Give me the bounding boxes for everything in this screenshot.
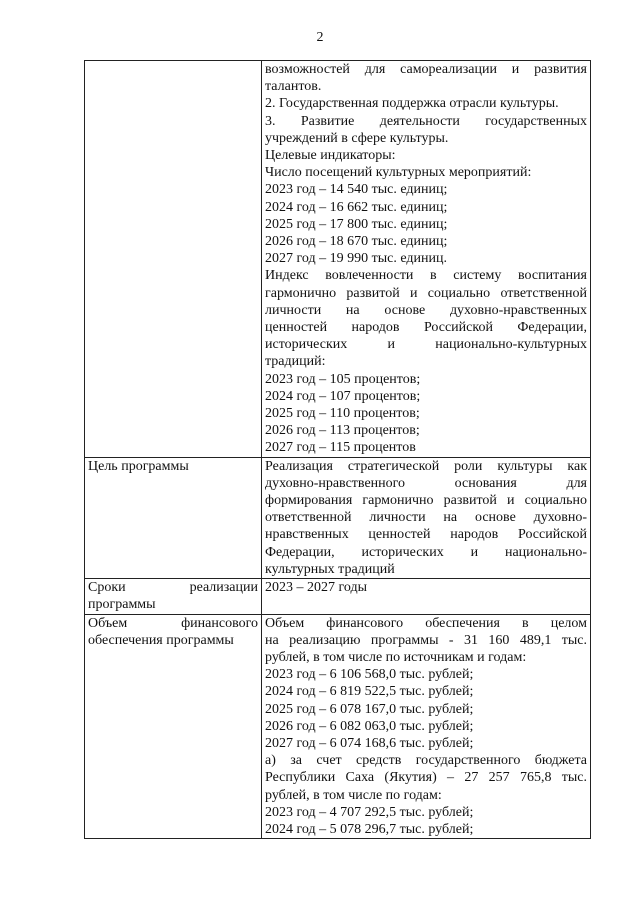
content-line: талантов. <box>265 79 322 95</box>
content-line: на реализацию программы - 31 160 489,1 тыс. <box>265 632 587 648</box>
content-line: 2025 год – 110 процентов; <box>265 406 420 422</box>
content-line: 2027 год – 115 процентов <box>265 440 416 456</box>
program-passport-table <box>84 60 591 839</box>
content-line: 2024 год – 16 662 тыс. единиц; <box>265 199 448 215</box>
table-body <box>85 61 591 839</box>
row-content-cell <box>262 61 591 458</box>
content-line: ценностей народов Российской Федерации, <box>265 320 587 336</box>
content-line: 2023 год – 4 707 292,5 тыс. рублей; <box>265 804 474 820</box>
label-line: обеспечения программы <box>88 632 234 648</box>
content-line: рублей, в том числе по источникам и годам: <box>265 649 527 665</box>
row-content-cell <box>262 579 591 614</box>
content-line: формирования гармонично развитой и социально <box>265 493 587 509</box>
content-line: 2024 год – 107 процентов; <box>265 388 421 404</box>
table-row <box>85 614 591 839</box>
label-line: Цель программы <box>88 458 189 474</box>
content-line: Целевые индикаторы: <box>265 148 396 164</box>
content-line: 2027 год – 6 074 168,6 тыс. рублей; <box>265 735 474 751</box>
content-line: 2026 год – 18 670 тыс. единиц; <box>265 234 448 250</box>
content-line: личности на основе духовно-нравственных <box>265 302 587 318</box>
content-line: нравственных ценностей народов Российской <box>265 527 587 543</box>
content-line: 2026 год – 113 процентов; <box>265 423 420 439</box>
content-line: учреждений в сфере культуры. <box>265 130 449 146</box>
label-line: Объем финансового <box>88 615 258 631</box>
label-line: Сроки реализации <box>88 580 258 596</box>
content-line: рублей, в том числе по годам: <box>265 787 442 803</box>
content-line: а) за счет средств государственного бюджета <box>265 753 587 769</box>
row-label-cell <box>85 61 262 458</box>
content-line: 2024 год – 6 819 522,5 тыс. рублей; <box>265 684 474 700</box>
content-line: 2023 – 2027 годы <box>265 580 368 596</box>
content-line: Объем финансового обеспечения в целом <box>265 615 587 631</box>
content-line: Федерации, исторических и национально- <box>265 544 587 560</box>
content-line: 2026 год – 6 082 063,0 тыс. рублей; <box>265 718 474 734</box>
content-line: гармонично развитой и социально ответственной <box>265 285 587 301</box>
content-line: 2023 год – 105 процентов; <box>265 371 421 387</box>
content-line: 2023 год – 6 106 568,0 тыс. рублей; <box>265 667 474 683</box>
row-label-cell <box>85 579 262 614</box>
content-line: духовно-нравственного основания для <box>265 475 587 491</box>
content-line: 2. Государственная поддержка отрасли культуры. <box>265 96 559 112</box>
content-line: Реализация стратегической роли культуры как <box>265 458 587 474</box>
content-line: 2025 год – 17 800 тыс. единиц; <box>265 216 448 232</box>
content-line: возможностей для самореализации и развития <box>265 62 587 77</box>
label-line: программы <box>88 597 156 613</box>
row-label-cell <box>85 457 262 578</box>
content-line: 2023 год – 14 540 тыс. единиц; <box>265 182 448 198</box>
content-line: Число посещений культурных мероприятий: <box>265 165 532 181</box>
content-line: 2025 год – 6 078 167,0 тыс. рублей; <box>265 701 474 717</box>
content-line: традиций: <box>265 354 326 370</box>
page-number: 2 <box>316 30 324 45</box>
row-label-cell <box>85 614 262 839</box>
table-row <box>85 61 591 458</box>
content-line: 2024 год – 5 078 296,7 тыс. рублей; <box>265 821 474 837</box>
content-line: культурных традиций <box>265 561 395 577</box>
table-row <box>85 579 591 614</box>
content-line: 2027 год – 19 990 тыс. единиц. <box>265 251 447 267</box>
content-line: ответственной личности на основе духовно- <box>265 510 587 526</box>
content-line: исторических и национально-культурных <box>265 337 587 353</box>
content-line: 3. Развитие деятельности государственных <box>265 113 587 129</box>
content-line: Республики Саха (Якутия) – 27 257 765,8 тыс. <box>265 770 587 786</box>
table-row <box>85 457 591 578</box>
content-line: Индекс вовлеченности в систему воспитания <box>265 268 587 284</box>
row-content-cell <box>262 614 591 839</box>
row-content-cell <box>262 457 591 578</box>
